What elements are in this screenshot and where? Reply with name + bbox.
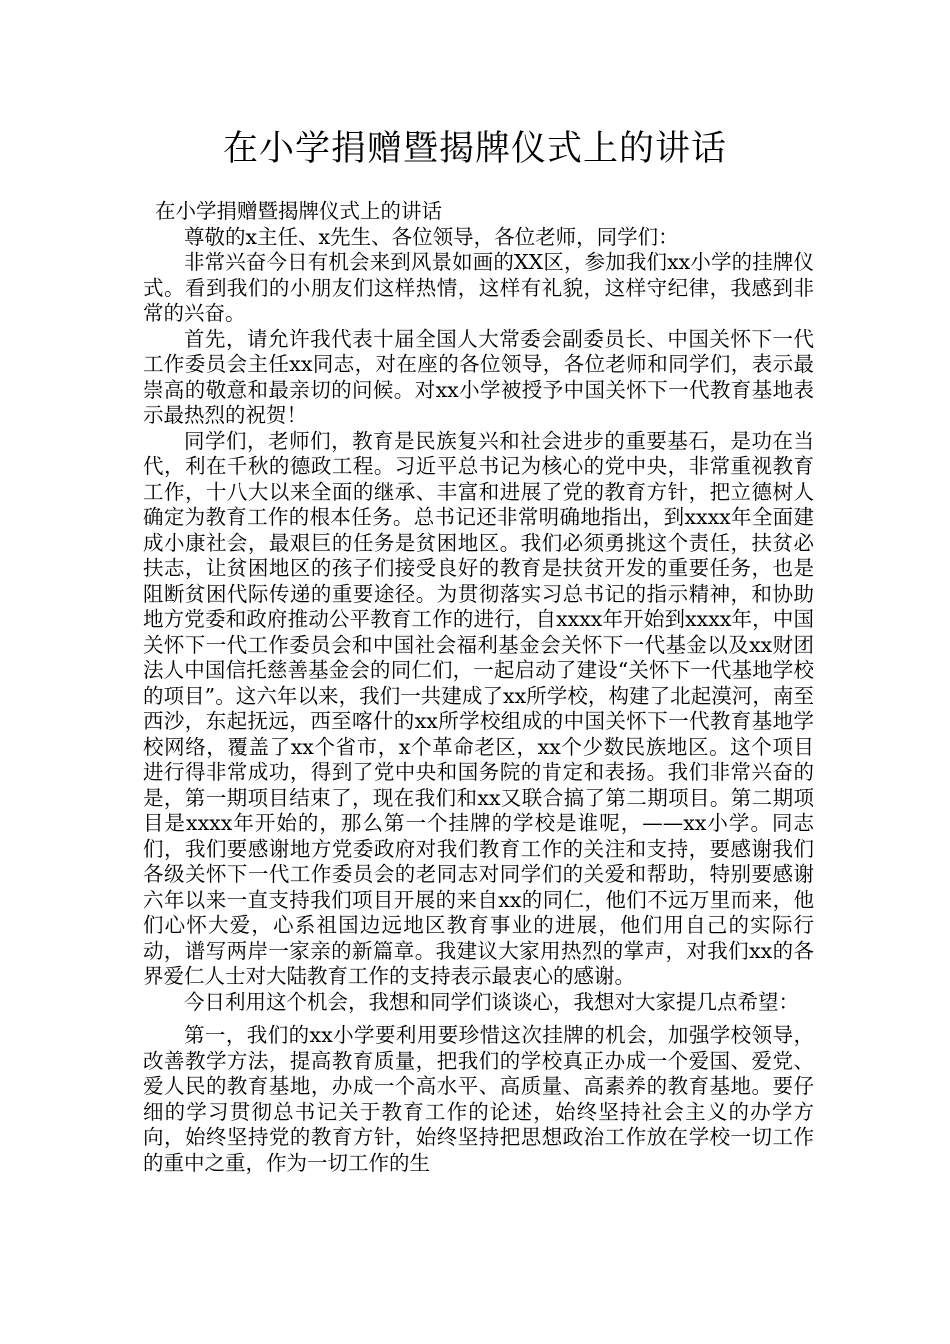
paragraph-salutation: 尊敬的x主任、x先生、各位领导，各位老师，同学们： [184,224,679,249]
paragraph-hopes-intro: 今日利用这个机会，我想和同学们谈谈心，我想对大家提几点希望： [184,989,799,1014]
paragraph-opening: 非常兴奋今日有机会来到风景如画的XX区，参加我们xx小学的挂牌仪式。看到我们的小朋友们这样热情，这样有礼貌，这样守纪律，我感到非常的兴奋。 [143,250,814,325]
document-body [143,199,814,1176]
paragraph-greetings: 首先，请允许我代表十届全国人大常委会副委员长、中国关怀下一代工作委员会主任xx同志，对在座的各位领导，各位老师和同学们，表示最崇高的敬意和最亲切的问候。对xx小学被授予中国关怀下一代教育基地表示最热烈的祝贺！ [143,326,814,427]
document-title: 在小学捐赠暨揭牌仪式上的讲话 [222,129,727,169]
document-subtitle: 在小学捐赠暨揭牌仪式上的讲话 [155,199,442,223]
paragraph-education-project: 同学们，老师们，教育是民族复兴和社会进步的重要基石，是功在当代，利在千秋的德政工程。习近平总书记为核心的党中央，非常重视教育工作，十八大以来全面的继承、丰富和进展了党的教育方针，把立德树人确定为教育工作的根本任务。总书记还非常明确地指出，到xxxx年全面建成小康社会，最艰巨的任务是贫困地区。我们必须勇挑这个责任，扶贫必扶志，让贫困地区的孩子们接受良好的教育是扶贫开发的重要任务，也是阻断贫困代际传递的重要途径。为贯彻落实习总书记的指示精神，和协助地方党委和政府推动公平教育工作的进行，自xxxx年开始到xxxx年，中国关怀下一代工作委员会和中国社会福利基金会关怀下一代基金以及xx财团法人中国信托慈善基金会的同仁们，一起启动了建设“关怀下一代基地学校的项目”。这六年以来，我们一共建成了xx所学校，构建了北起漠河，南至西沙，东起抚远，西至喀什的xx所学校组成的中国关怀下一代教育基地学校网络，覆盖了xx个省市，x个革命老区，xx个少数民族地区。这个项目进行得非常成功，得到了党中央和国务院的肯定和表扬。我们非常兴奋的是，第一期项目结束了，现在我们和xx又联合搞了第二期项目。第二期项目是xxxx年开始的，那么第一个挂牌的学校是谁呢，——xx小学。同志们，我们要感谢地方党委政府对我们教育工作的关注和支持，要感谢我们各级关怀下一代工作委员会的老同志对同学们的关爱和帮助，特别要感谢六年以来一直支持我们项目开展的来自xx的同仁，他们不远万里而来，他们心怀大爱，心系祖国边远地区教育事业的进展，他们用自己的实际行动，谱写两岸一家亲的新篇章。我建议大家用热烈的掌声，对我们xx的各界爱仁人士对大陆教育工作的支持表示最衷心的感谢。 [143,428,814,988]
paragraph-first-hope: 第一，我们的xx小学要利用要珍惜这次挂牌的机会，加强学校领导，改善教学方法，提高教育质量，把我们的学校真正办成一个爱国、爱党、爱人民的教育基地，办成一个高水平、高质量、高素养的教育基地。要仔细的学习贯彻总书记关于教育工作的论述，始终坚持社会主义的办学方向，始终坚持党的教育方针，始终坚持把思想政治工作放在学校一切工作的重中之重，作为一切工作的生 [143,1023,814,1175]
